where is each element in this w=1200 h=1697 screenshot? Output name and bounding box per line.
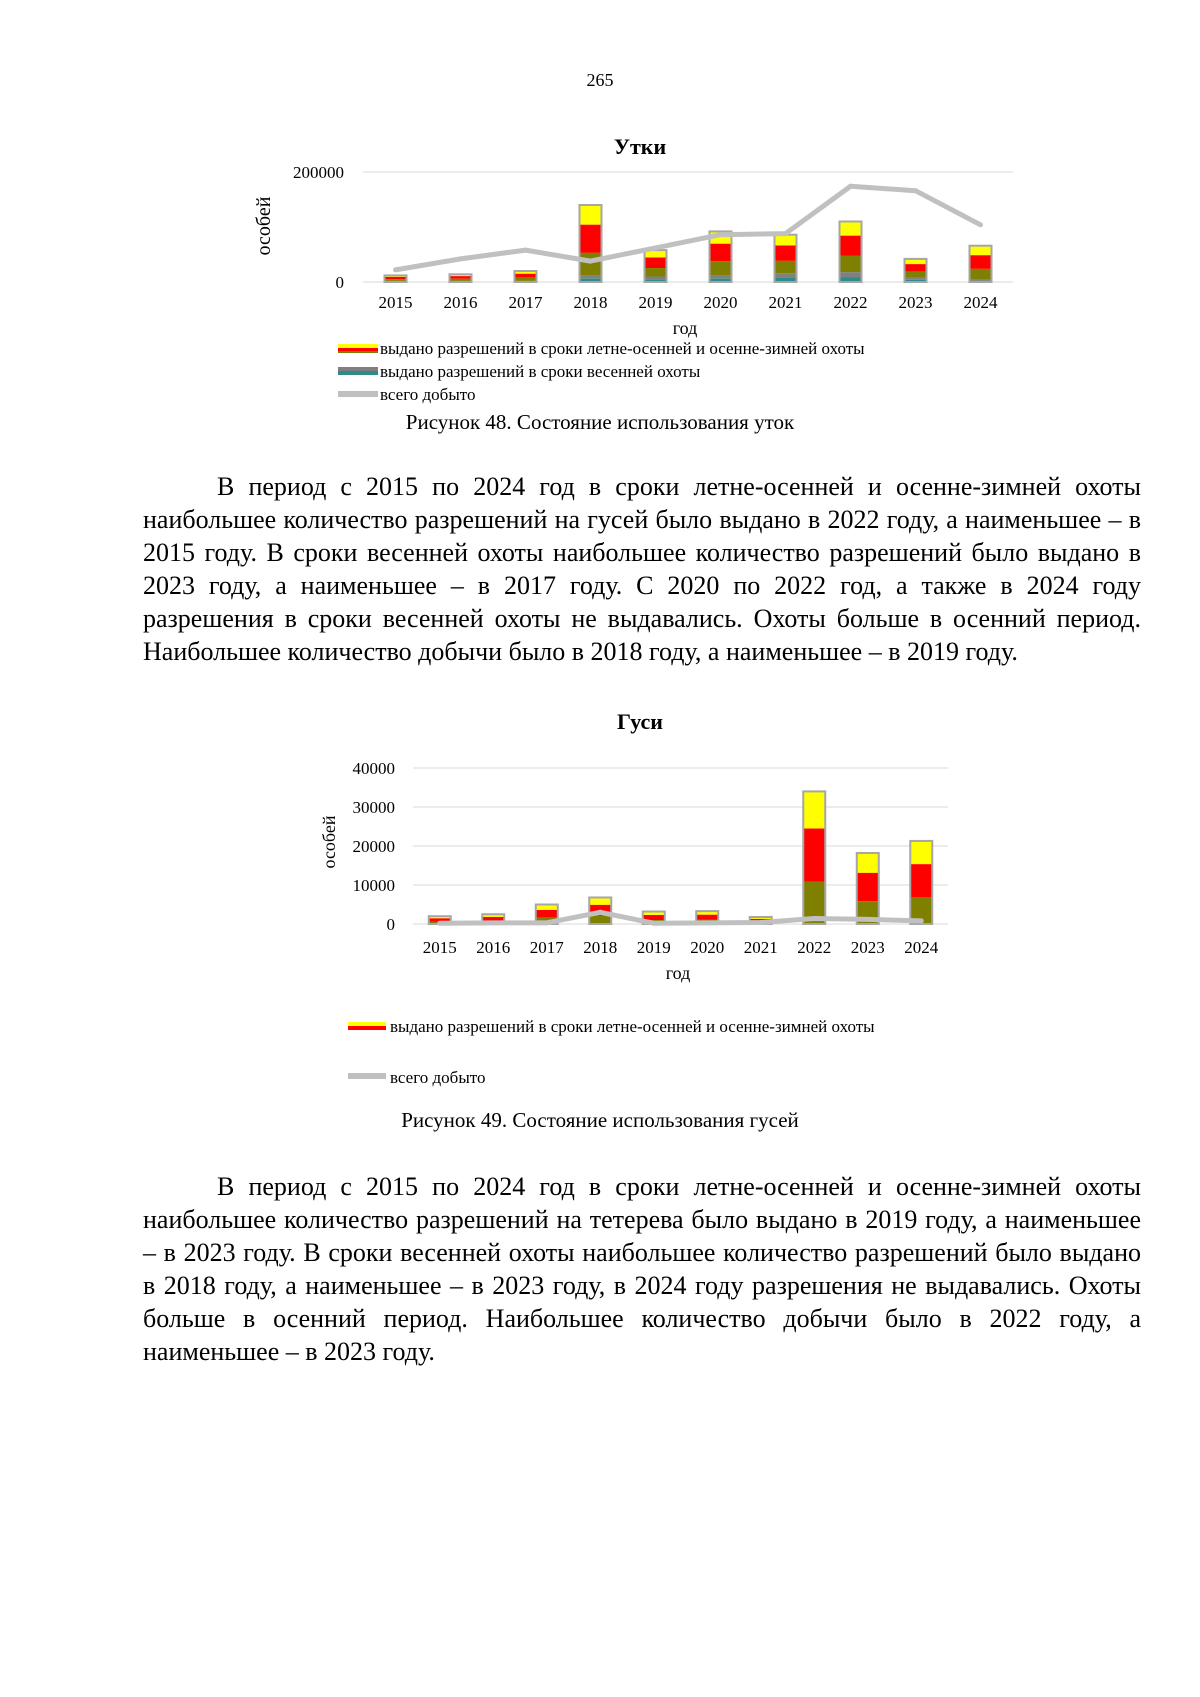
- bar-autumn-segment: [580, 225, 602, 253]
- bar-autumn-segment: [905, 272, 927, 278]
- bar-autumn-segment: [910, 841, 932, 864]
- bar-autumn-segment: [385, 277, 407, 279]
- x-tick-label: 2020: [703, 293, 738, 312]
- x-tick-label: 2021: [768, 293, 803, 312]
- x-tick-label: 2017: [508, 293, 543, 312]
- x-tick-label: 2022: [833, 293, 868, 312]
- bar-autumn-segment: [580, 253, 602, 276]
- bar-spring-segment: [580, 275, 602, 278]
- bar-spring-segment: [645, 277, 667, 280]
- bar-autumn-segment: [970, 246, 992, 256]
- bar-autumn-segment: [450, 276, 472, 279]
- legend: [338, 339, 865, 404]
- x-tick-label: 2024: [963, 293, 998, 312]
- figure-caption-48: Рисунок 48. Состояние использования уток: [405, 410, 795, 434]
- bar-autumn-segment: [803, 829, 825, 882]
- x-tick-label: 2020: [690, 938, 725, 957]
- bar-autumn-segment: [775, 245, 797, 260]
- y-ticks: [293, 163, 344, 292]
- legend-swatch-autumn-3: [338, 351, 378, 353]
- total-line-point: [393, 267, 398, 272]
- bar-autumn-segment: [710, 261, 732, 275]
- bar-autumn-segment: [450, 279, 472, 281]
- legend-label-autumn: выдано разрешений в сроки летне-осенней и осенне-зимней охоты: [390, 1017, 875, 1036]
- x-tick-label: 2018: [583, 938, 618, 957]
- x-tick-label: 2019: [636, 938, 671, 957]
- bar-spring-segment: [775, 273, 797, 277]
- x-tick-label: 2015: [422, 938, 457, 957]
- total-line-point: [588, 259, 593, 264]
- bar-autumn-segment: [857, 853, 879, 873]
- x-tick-label: 2015: [378, 293, 413, 312]
- total-line-point: [919, 918, 924, 923]
- y-tick-label: 10000: [352, 876, 395, 895]
- page-number: 265: [586, 70, 614, 90]
- total-line-point: [437, 921, 442, 926]
- legend: [348, 1017, 875, 1087]
- bar-autumn-segment: [775, 261, 797, 273]
- legend-swatch-autumn: [338, 344, 378, 348]
- paragraph-geese: В период с 2015 по 2024 год в сроки летне-осенней и осенне-зимней охоты наибольшее количество разрешений на гусей было выдано в 2022 году, а наименьшее – в 2015 году. В сроки весенней охоты наибольшее количество разрешений было выдано в 2023 году, а наименьшее – в 2017 году. С 2020 по 2022 год, а также в 2024 году разрешения в сроки весенней охоты не выдавались. Охоты больше в осенний период. Наибольшее количество добычи было в 2018 году, а наименьшее – в 2019 году.: [143, 472, 1141, 666]
- bar-autumn-segment: [385, 279, 407, 281]
- bar-spring-segment: [710, 275, 732, 278]
- legend-swatch-autumn: [348, 1022, 386, 1026]
- total-line-point: [865, 917, 870, 922]
- total-line-point: [598, 910, 603, 915]
- y-tick-label: 0: [335, 273, 344, 292]
- bar-autumn-segment: [840, 236, 862, 256]
- total-line-point: [783, 231, 788, 236]
- total-line-point: [705, 920, 710, 925]
- bar-autumn-segment: [840, 222, 862, 236]
- bar-spring-segment: [840, 272, 862, 277]
- x-tick-label: 2019: [638, 293, 673, 312]
- legend-swatch-autumn-2: [348, 1026, 386, 1030]
- bar-autumn-segment: [970, 269, 992, 280]
- bar-autumn-segment: [775, 235, 797, 246]
- x-axis-label: год: [672, 318, 698, 338]
- bar-autumn-segment: [905, 264, 927, 271]
- bar-autumn-segment: [910, 864, 932, 897]
- total-line: [437, 910, 924, 926]
- paragraph-black-grouse: В период с 2015 по 2024 год в сроки летне-осенней и осенне-зимней охоты наибольшее количество разрешений на тетерева было выдано в 2019 году, а наименьшее – в 2023 году. В сроки весенней охоты наибольшее количество разрешений было выдано в 2018 году, а наименьшее – в 2023 году, в 2024 году разрешения не выдавались. Охоты больше в осенний период. Наибольшее количество добычи было в 2022 году, а наименьшее – в 2023 году.: [143, 1172, 1141, 1366]
- bar-autumn-segment: [696, 915, 718, 920]
- total-line-point: [544, 920, 549, 925]
- legend-label-spring: выдано разрешений в сроки весенней охоты: [380, 362, 701, 381]
- y-axis-label: особей: [253, 196, 275, 256]
- y-ticks: [353, 759, 396, 934]
- total-line-path: [396, 186, 981, 270]
- bar-autumn-segment: [536, 910, 558, 918]
- total-line-point: [848, 184, 853, 189]
- x-ticks: [379, 293, 999, 312]
- x-tick-label: 2024: [904, 938, 939, 957]
- legend-label-total: всего добыто: [390, 1068, 486, 1087]
- figure-caption-49: Рисунок 49. Состояние использования гусей: [401, 1108, 799, 1132]
- bar-spring-segment: [905, 278, 927, 280]
- bar-autumn-segment: [482, 917, 504, 921]
- legend-swatch-autumn-2: [338, 348, 378, 351]
- total-line-point: [653, 245, 658, 250]
- total-line-point: [913, 188, 918, 193]
- bar-autumn-segment: [589, 897, 611, 904]
- total-line-point: [651, 921, 656, 926]
- bar-autumn-segment: [710, 244, 732, 262]
- bar-autumn-segment: [515, 278, 537, 281]
- geese-chart: [0, 700, 1200, 1120]
- y-tick-label: 0: [386, 915, 395, 934]
- legend-swatch-spring: [338, 367, 378, 371]
- bar-autumn-segment: [803, 791, 825, 828]
- total-line-point: [978, 222, 983, 227]
- y-tick-label: 20000: [352, 837, 395, 856]
- legend-label-autumn: выдано разрешений в сроки летне-осенней и осенне-зимней охоты: [380, 339, 865, 358]
- bar-autumn-segment: [580, 205, 602, 225]
- total-line-path: [440, 912, 922, 923]
- legend-label-total: всего добыто: [380, 385, 476, 404]
- x-tick-label: 2023: [850, 938, 885, 957]
- bars: [429, 791, 933, 924]
- x-tick-label: 2018: [573, 293, 608, 312]
- bar-autumn-segment: [645, 257, 667, 268]
- total-line-point: [758, 920, 763, 925]
- y-tick-label: 40000: [352, 759, 395, 778]
- y-axis-label: особей: [319, 815, 339, 869]
- bar-autumn-segment: [515, 274, 537, 278]
- total-line-point: [491, 920, 496, 925]
- bar-autumn-segment: [840, 256, 862, 272]
- x-axis-label: год: [665, 963, 691, 983]
- x-tick-label: 2022: [797, 938, 832, 957]
- x-tick-label: 2016: [476, 938, 511, 957]
- total-line: [393, 184, 983, 273]
- total-line-point: [523, 248, 528, 253]
- bar-spring-segment: [970, 280, 992, 281]
- bar-autumn-segment: [645, 268, 667, 276]
- total-line-point: [718, 232, 723, 237]
- chart-title: Гуси: [617, 709, 663, 734]
- x-tick-label: 2023: [898, 293, 933, 312]
- y-tick-label: 200000: [293, 163, 344, 182]
- chart-title: Утки: [613, 134, 667, 159]
- bar-autumn-segment: [970, 255, 992, 269]
- bar-autumn-segment: [857, 873, 879, 901]
- total-line-point: [812, 916, 817, 921]
- y-tick-label: 30000: [352, 798, 395, 817]
- bar-autumn-segment: [589, 916, 611, 924]
- x-tick-label: 2016: [443, 293, 478, 312]
- legend-swatch-spring-2: [338, 371, 378, 375]
- x-tick-label: 2017: [529, 938, 564, 957]
- total-line-point: [458, 256, 463, 261]
- x-tick-label: 2021: [743, 938, 778, 957]
- x-ticks: [423, 938, 939, 957]
